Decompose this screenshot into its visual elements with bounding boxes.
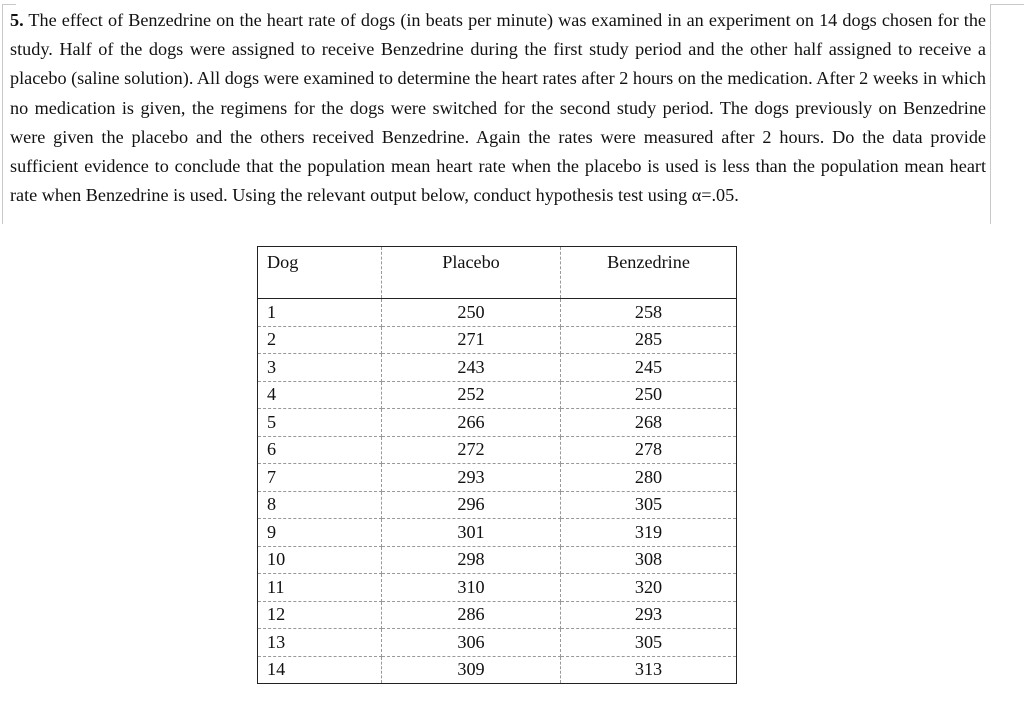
cell-dog: 7 xyxy=(258,464,382,492)
cell-benzedrine: 313 xyxy=(561,656,737,684)
heart-rate-table xyxy=(257,246,737,684)
cell-benzedrine: 280 xyxy=(561,464,737,492)
cell-dog: 11 xyxy=(258,574,382,602)
table-row xyxy=(258,546,737,574)
cell-placebo: 286 xyxy=(382,601,561,629)
cell-placebo: 301 xyxy=(382,519,561,547)
cell-placebo: 266 xyxy=(382,409,561,437)
cell-dog: 13 xyxy=(258,629,382,657)
table-row xyxy=(258,436,737,464)
cell-placebo: 250 xyxy=(382,299,561,327)
cell-placebo: 243 xyxy=(382,354,561,382)
cell-dog: 2 xyxy=(258,326,382,354)
cell-placebo: 310 xyxy=(382,574,561,602)
cell-dog: 10 xyxy=(258,546,382,574)
cell-benzedrine: 278 xyxy=(561,436,737,464)
cell-placebo: 296 xyxy=(382,491,561,519)
table-row xyxy=(258,574,737,602)
cell-dog: 5 xyxy=(258,409,382,437)
table-body xyxy=(258,299,737,684)
table-row xyxy=(258,601,737,629)
cell-benzedrine: 305 xyxy=(561,491,737,519)
frame-line-top-right xyxy=(990,4,1024,5)
header-benzedrine: Benzedrine xyxy=(561,247,737,299)
table-row xyxy=(258,629,737,657)
cell-dog: 8 xyxy=(258,491,382,519)
cell-benzedrine: 305 xyxy=(561,629,737,657)
table-row xyxy=(258,464,737,492)
table-row xyxy=(258,491,737,519)
frame-line-right xyxy=(990,4,991,224)
table-row xyxy=(258,409,737,437)
cell-benzedrine: 258 xyxy=(561,299,737,327)
table-row xyxy=(258,299,737,327)
cell-dog: 9 xyxy=(258,519,382,547)
cell-dog: 14 xyxy=(258,656,382,684)
cell-placebo: 252 xyxy=(382,381,561,409)
cell-placebo: 306 xyxy=(382,629,561,657)
table-row xyxy=(258,326,737,354)
table-row xyxy=(258,354,737,382)
table-header-row xyxy=(258,247,737,299)
cell-benzedrine: 319 xyxy=(561,519,737,547)
problem-number: 5. xyxy=(10,10,24,30)
cell-dog: 6 xyxy=(258,436,382,464)
cell-placebo: 272 xyxy=(382,436,561,464)
cell-benzedrine: 245 xyxy=(561,354,737,382)
cell-placebo: 298 xyxy=(382,546,561,574)
frame-line-left xyxy=(2,4,3,224)
header-dog: Dog xyxy=(258,247,382,299)
header-placebo: Placebo xyxy=(382,247,561,299)
table-row xyxy=(258,656,737,684)
cell-benzedrine: 250 xyxy=(561,381,737,409)
cell-dog: 12 xyxy=(258,601,382,629)
cell-placebo: 293 xyxy=(382,464,561,492)
cell-dog: 1 xyxy=(258,299,382,327)
cell-benzedrine: 293 xyxy=(561,601,737,629)
frame-line-top xyxy=(2,4,16,5)
cell-dog: 3 xyxy=(258,354,382,382)
cell-benzedrine: 285 xyxy=(561,326,737,354)
cell-placebo: 309 xyxy=(382,656,561,684)
problem-statement xyxy=(10,6,986,210)
cell-benzedrine: 268 xyxy=(561,409,737,437)
cell-benzedrine: 320 xyxy=(561,574,737,602)
cell-benzedrine: 308 xyxy=(561,546,737,574)
problem-text: The effect of Benzedrine on the heart rate of dogs (in beats per minute) was examined in an experiment on 14 dogs chosen for the study. Half of the dogs were assigned to receive Benzedrine during the first study period and the other half assigned to receive a placebo (saline solution). All dogs were examined to determine the heart rates after 2 hours on the medication. After 2 weeks in which no medication is given, the regimens for the dogs were switched for the second study period. The dogs previously on Benzedrine were given the placebo and the others received Benzedrine. Again the rates were measured after 2 hours. Do the data provide sufficient evidence to conclude that the population mean heart rate when the placebo is used is less than the population mean heart rate when Benzedrine is used. Using the relevant output below, conduct hypothesis test using α=.05. xyxy=(10,10,986,206)
cell-placebo: 271 xyxy=(382,326,561,354)
table-row xyxy=(258,519,737,547)
table-row xyxy=(258,381,737,409)
cell-dog: 4 xyxy=(258,381,382,409)
